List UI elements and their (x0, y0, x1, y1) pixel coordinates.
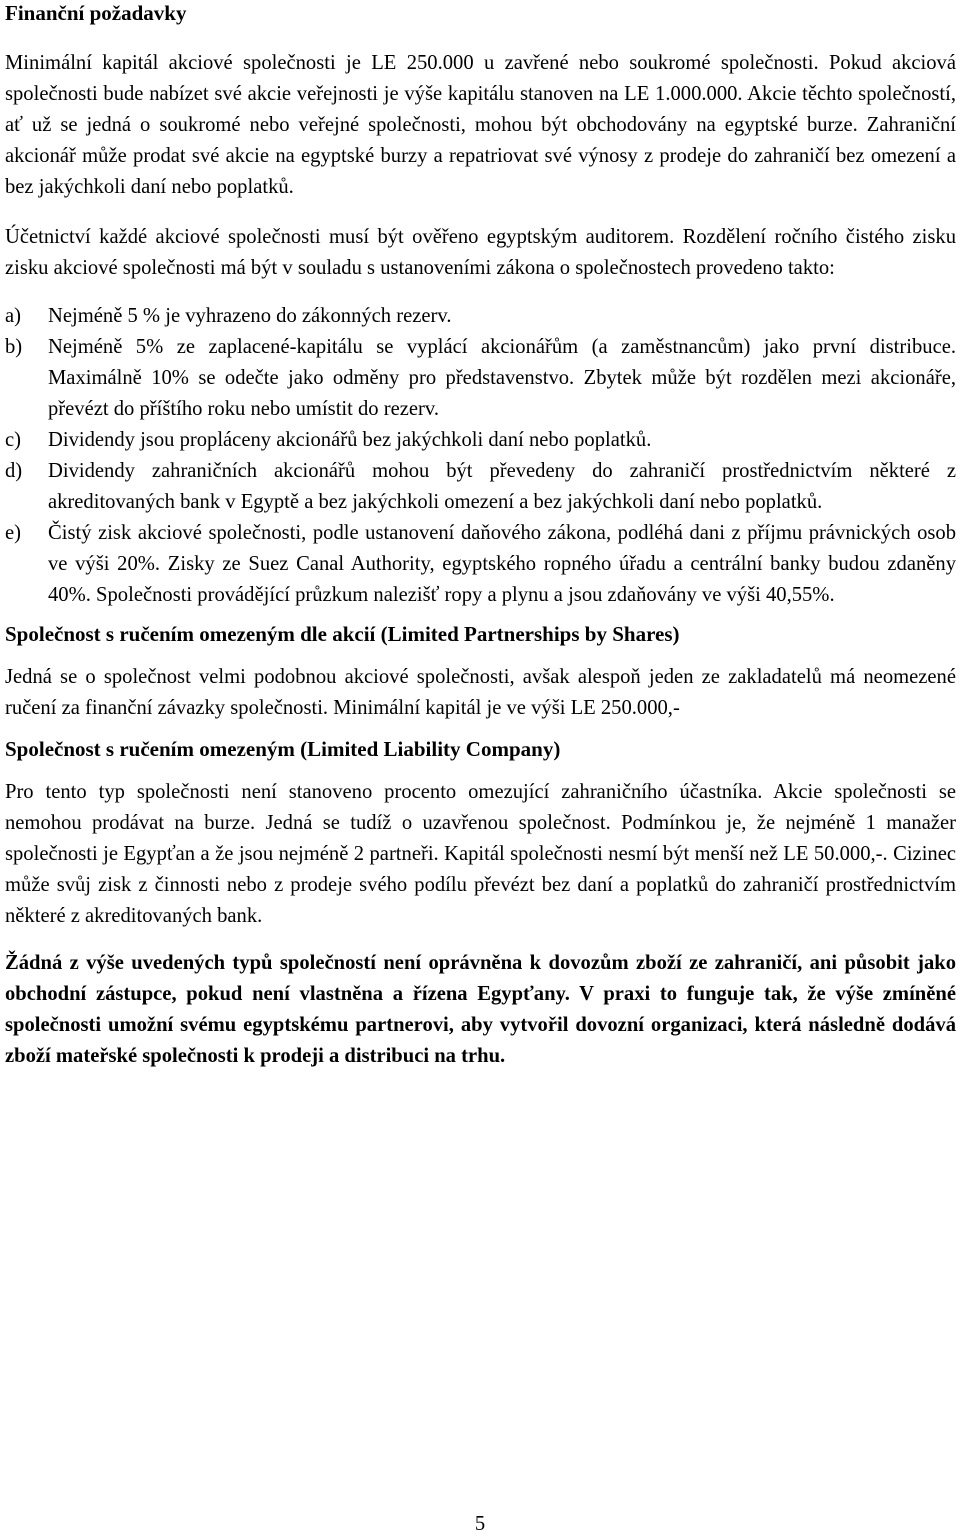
paragraph-accounting: Účetnictví každé akciové společnosti musí být ověřeno egyptským auditorem. Rozdělení ročního čistého zisku zisku akciové společnosti má být v souladu s ustanoveními zákona o společnostech provedeno takto: (5, 226, 956, 279)
list-marker: a) (5, 305, 21, 327)
list-item-text: Dividendy zahraničních akcionářů mohou být převedeny do zahraničí prostřednictvím některé z akreditovaných bank v Egyptě a bez jakýchkoli omezení a bez jakýchkoli daní nebo poplatků. (48, 460, 956, 513)
paragraph-limited-liability: Pro tento typ společnosti není stanoveno procento omezující zahraničního účastníka. Akcie společnosti se nemohou prodávat na burze. Jedná se tudíž o uzavřenou společnost. Podmínkou je, že nejméně 1 manažer společnosti je Egypťan a že jsou nejméně 2 partneři. Kapitál společnosti nesmí být menší než LE 50.000,-. Cizinec může svůj zisk z činnosti nebo z prodeje svého podílu převézt bez daní a poplatků do zahraničí prostřednictvím některé z akreditovaných bank. (5, 781, 956, 927)
list-item-text: Čistý zisk akciové společnosti, podle ustanovení daňového zákona, podléhá dani z příjmu právnických osob ve výši 20%. Zisky ze Suez Canal Authority, egyptského ropného úřadu a centrální banky budou zdaněny 40%. Společnosti provádějící průzkum nalezišť ropy a plynu a jsou zdaňovány ve výši 40,55%. (48, 522, 956, 606)
document-page (5, 0, 956, 1072)
paragraph-minimum-capital: Minimální kapitál akciové společnosti je LE 250.000 u zavřené nebo soukromé společnosti. Pokud akciová společnosti bude nabízet své akcie veřejnosti je výše kapitálu stanoven na LE 1.000.000. Akcie těchto společností, ať už se jedná o soukromé nebo veřejné společnosti, mohou být obchodovány na egyptské burze. Zahraniční akcionář může prodat své akcie na egyptské burzy a repatriovat své výnosy z prodeje do zahraničí bez omezení a bez jakýchkoli daní nebo poplatků. (5, 52, 956, 198)
list-marker: b) (5, 336, 23, 358)
list-marker: e) (5, 522, 21, 544)
paragraph-import-restriction: Žádná z výše uvedených typů společností není oprávněna k dovozům zboží ze zahraničí, ani působit jako obchodní zástupce, pokud není vlastněna a řízena Egypťany. V praxi to funguje tak, že výše zmíněné společnosti umožní svému egyptskému partnerovi, aby vytvořil dovozní organizaci, která následně dodává zboží mateřské společnosti k prodeji a distribuci na trhu. (5, 952, 956, 1067)
list-marker: c) (5, 429, 21, 451)
list-item (5, 518, 956, 611)
page-number: 5 (474, 1513, 486, 1535)
list-item-text: Nejméně 5 % je vyhrazeno do zákonných rezerv. (48, 305, 452, 327)
list-item-text: Nejméně 5% ze zaplacené-kapitálu se vyplácí akcionářům (a zaměstnancům) jako první distribuce. Maximálně 10% se odečte jako odměny pro představenstvo. Zbytek může být rozdělen mezi akcionáře, převézt do příštího roku nebo umístit do rezerv. (48, 336, 956, 420)
list-item (5, 456, 956, 518)
list-marker: d) (5, 460, 23, 482)
section-heading-financial-requirements: Finanční požadavky (5, 1, 187, 25)
section-heading-limited-partnerships: Společnost s ručením omezeným dle akcií (Limited Partnerships by Shares) (5, 622, 680, 646)
section-heading-limited-liability: Společnost s ručením omezeným (Limited Liability Company) (5, 737, 561, 761)
list-item-text: Dividendy jsou propláceny akcionářů bez jakýchkoli daní nebo poplatků. (48, 429, 652, 451)
profit-distribution-list (5, 301, 956, 611)
list-item (5, 425, 956, 456)
list-item (5, 332, 956, 425)
list-item (5, 301, 956, 332)
paragraph-limited-partnerships: Jedná se o společnost velmi podobnou akciové společnosti, avšak alespoň jeden ze zakladatelů má neomezené ručení za finanční závazky společnosti. Minimální kapitál je ve výši LE 250.000,- (5, 666, 956, 719)
